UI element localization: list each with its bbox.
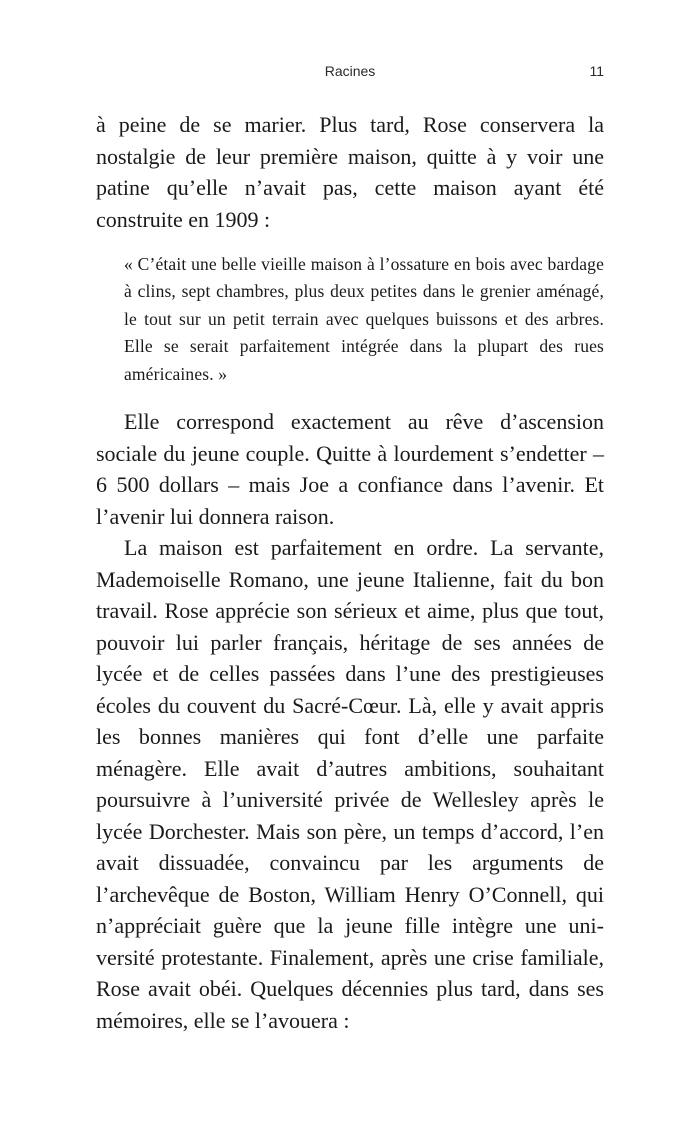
page-body bbox=[96, 109, 604, 1036]
paragraph: Elle correspond exactement au rêve d’ascension sociale du jeune couple. Quitte à lourdement s’endetter – 6 500 dollars – mais Joe a confiance dans l’avenir. Et l’avenir lui donnera raison. bbox=[96, 409, 604, 529]
paragraph-continuation: à peine de se marier. Plus tard, Rose conservera la nostalgie de leur première maison, quitte à y voir une patine qu’elle n’avait pas, cette maison ayant été construite en 1909 : bbox=[96, 112, 604, 232]
page-header bbox=[96, 63, 604, 83]
page-number: 11 bbox=[589, 63, 604, 79]
block-quote: « C’était une belle vieille maison à l’ossature en bois avec bardage à clins, sept chambres, plus deux petites dans le grenier aménagé, le tout sur un petit terrain avec quelques buissons et des arbres. Elle se serait parfaitement intégrée dans la plupart des rues américaines. » bbox=[124, 254, 604, 384]
running-title: Racines bbox=[324, 63, 376, 79]
paragraph: La maison est parfaitement en ordre. La servante, Mademoiselle Romano, une jeune Italienne, fait du bon travail. Rose apprécie son sérieux et aime, plus que tout, pouvoir lui parler français, héritage de ses années de lycée et de celles passées dans l’une des prestigieuses écoles du couvent du Sacré-Cœur. Là, elle y avait appris les bonnes manières qui font d’elle une parfaite ménagère. Elle avait d’autres ambitions, souhaitant poursuivre à l’université privée de Wellesley après le lycée Dorchester. Mais son père, un temps d’accord, l’en avait dissuadée, convaincu par les arguments de l’archevêque de Boston, William Henry O’Connell, qui n’appréciait guère que la jeune fille intègre une université protestante. Finalement, après une crise familiale, Rose avait obéi. Quelques décennies plus tard, dans ses mémoires, elle se l’avouera : bbox=[96, 535, 604, 1033]
